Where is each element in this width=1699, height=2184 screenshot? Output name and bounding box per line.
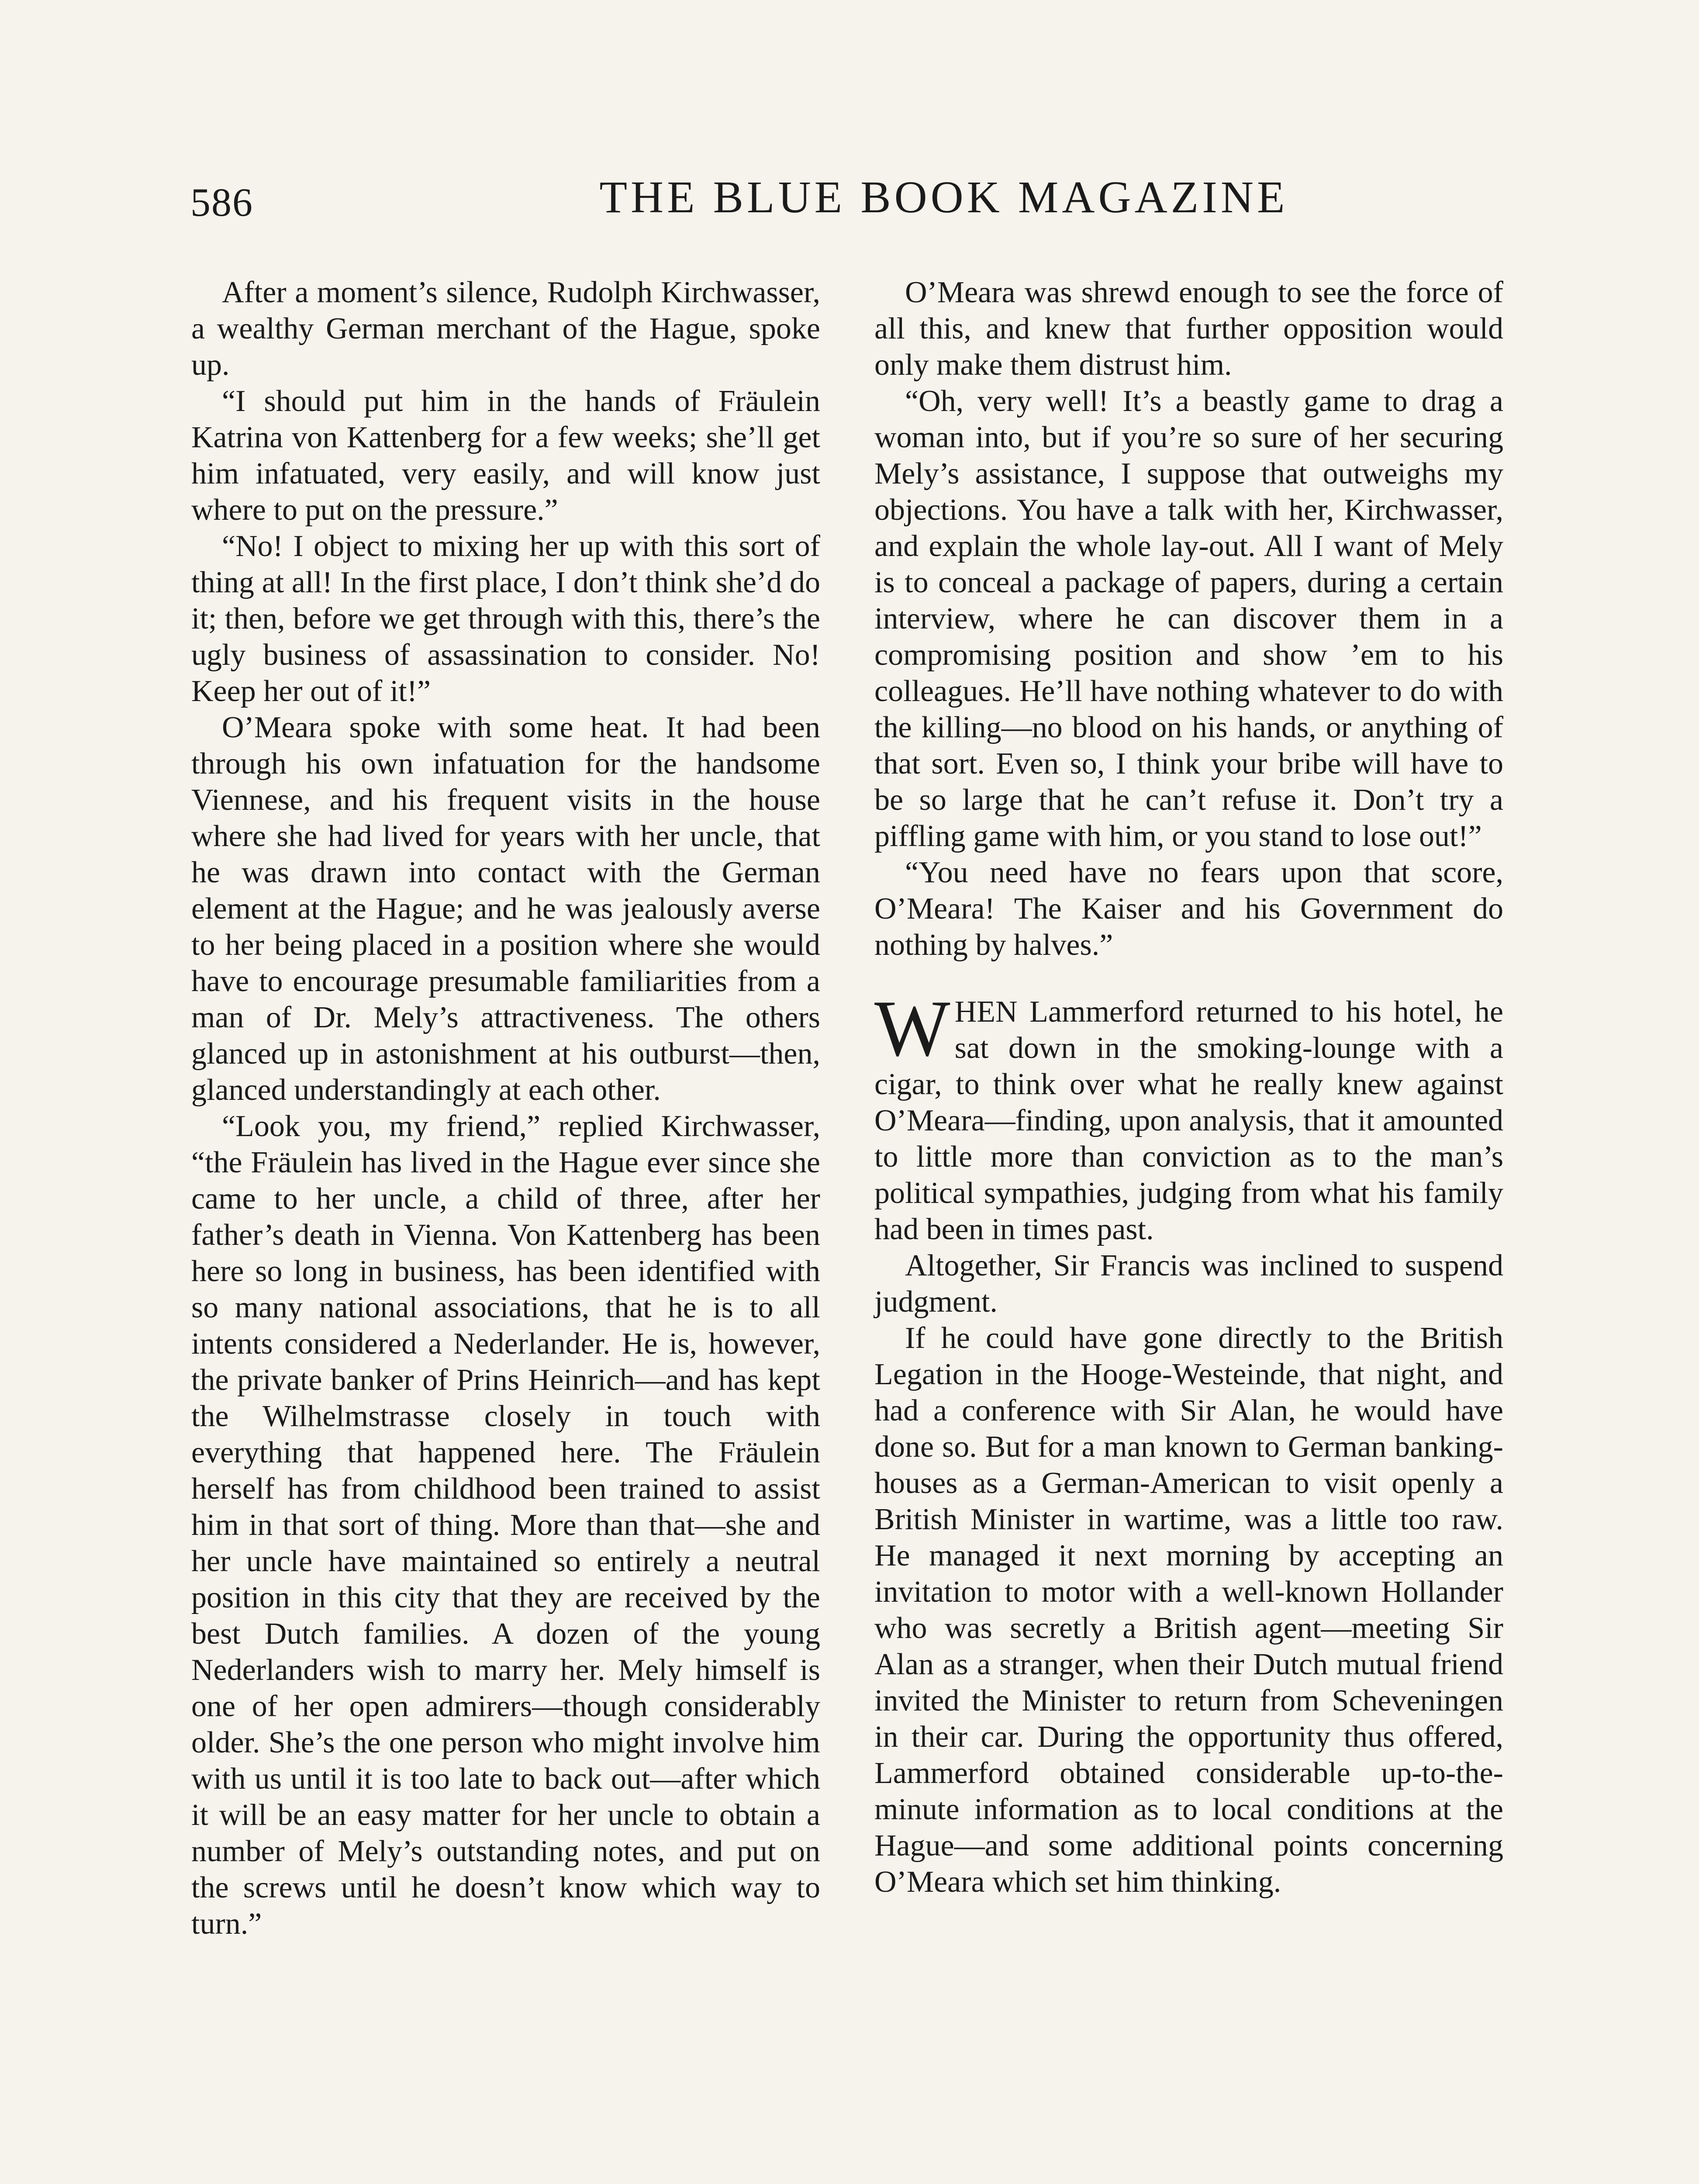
paragraph: “Look you, my friend,” replied Kirchwasser, “the Fräulein has lived in the Hague ever since she came to her uncle, a child of three, after her father’s death in Vienna. Von Kattenberg has been here so long in business, has been identified with so many national associations, that he is to all intents considered a Nederlander. He is, however, the private banker of Prins Heinrich—and has kept the Wilhelmstrasse closely in touch with everything that happened here. The Fräulein herself has from childhood been trained to assist him in that sort of thing. More than that—she and her uncle have maintained so entirely a neutral position in this city that they are received by the best Dutch families. A dozen of the young Nederlanders wish to marry her. Mely himself is one of her open admirers—though considerably older. She’s the one person who might involve him with us until it is too late to back out—after which it will be an easy matter for her uncle to obtain a number of Mely’s outstanding notes, and put on the screws until he doesn’t know which way to turn.” xyxy=(191,1109,820,1941)
paragraph: Altogether, Sir Francis was inclined to suspend judgment. xyxy=(874,1249,1503,1319)
paragraph: If he could have gone directly to the British Legation in the Hooge-Westeinde, that night, and had a conference with Sir Alan, he would have done so. But for a man known to German banking-houses as a German-American to visit openly a British Minister in wartime, was a little too raw. He managed it next morning by accepting an invitation to motor with a well-known Hollander who was secretly a British agent—meeting Sir Alan as a stranger, when their Dutch mutual friend invited the Minister to return from Scheveningen in their car. During the opportunity thus offered, Lammerford obtained considerable up-to-the-minute information as to local conditions at the Hague—and some additional points concerning O’Meara which set him thinking. xyxy=(874,1321,1503,1899)
paragraph: “I should put him in the hands of Fräulein Katrina von Kattenberg for a few weeks; she’ll get him infatuated, very easily, and will know just where to put on the pressure.” xyxy=(191,384,820,527)
running-title: THE BLUE BOOK MAGAZINE xyxy=(599,172,1288,222)
section-opening-paragraph xyxy=(874,984,1503,1248)
paragraph: “Oh, very well! It’s a beastly game to drag a woman into, but if you’re so sure of her securing Mely’s assistance, I suppose that outweighs my objections. You have a talk with her, Kirchwasser, and explain the whole lay-out. All I want of Mely is to conceal a package of papers, during a certain interview, where he can discover them in a compromising position and show ’em to his colleagues. He’ll have nothing whatever to do with the killing—no blood on his hands, or anything of that sort. Even so, I think your bribe will have to be so large that he can’t refuse it. Don’t try a piffling game with him, or you stand to lose out!” xyxy=(874,384,1503,853)
paragraph: After a moment’s silence, Rudolph Kirchwasser, a wealthy German merchant of the Hague, spoke up. xyxy=(191,276,820,382)
paragraph: O’Meara spoke with some heat. It had been through his own infatuation for the handsome Viennese, and his frequent visits in the house where she had lived for years with her uncle, that he was drawn into contact with the German element at the Hague; and he was jealously averse to her being placed in a position where she would have to encourage presumable familiarities from a man of Dr. Mely’s attractiveness. The others glanced up in astonishment at his outburst—then, glanced understandingly at each other. xyxy=(191,711,820,1107)
right-column xyxy=(874,274,1503,1900)
drop-cap: W xyxy=(874,984,950,1073)
page-header xyxy=(190,171,1645,232)
left-column xyxy=(191,274,820,1942)
paragraph: “You need have no fears upon that score, O’Meara! The Kaiser and his Government do nothing by halves.” xyxy=(874,856,1503,962)
paragraph: O’Meara was shrewd enough to see the force of all this, and knew that further opposition would only make them distrust him. xyxy=(874,276,1503,382)
page-number: 586 xyxy=(190,180,253,225)
section-opening-text: HEN Lammerford returned to his hotel, he sat down in the smoking-lounge with a cigar, to think over what he really knew against O’Meara—finding, upon analysis, that it amounted to little more than conviction as to the man’s political sympathies, judging from what his family had been in times past. xyxy=(874,995,1503,1246)
paragraph: “No! I object to mixing her up with this sort of thing at all! In the first place, I don’t think she’d do it; then, before we get through with this, there’s the ugly business of assassination to consider. No! Keep her out of it!” xyxy=(191,529,820,708)
